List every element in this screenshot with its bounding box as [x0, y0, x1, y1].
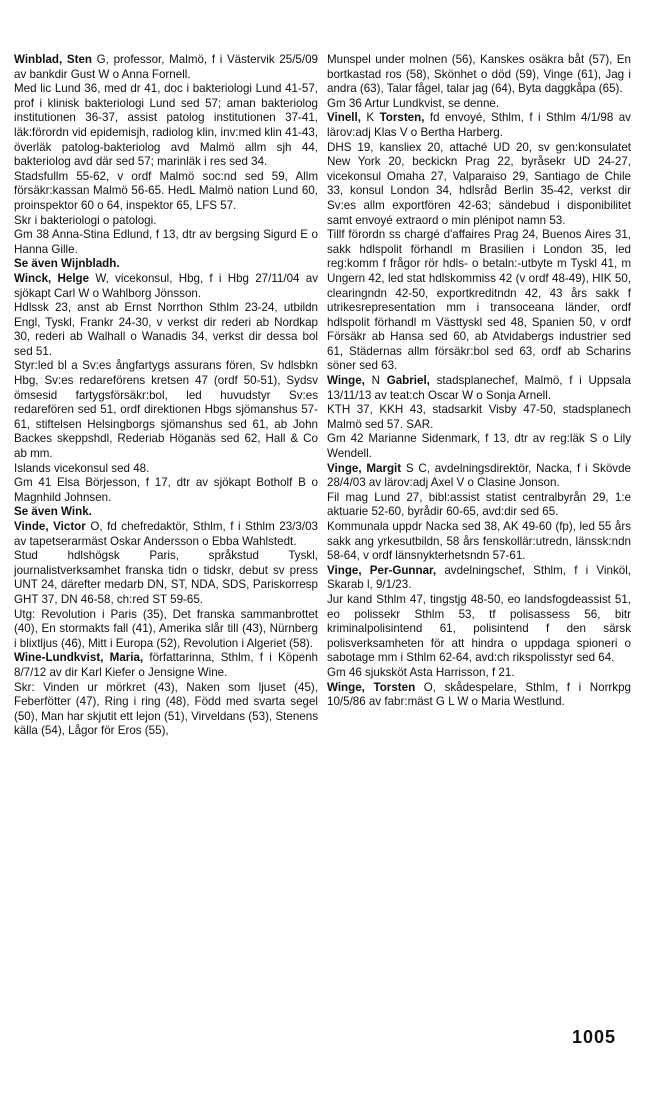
see-also-reference	[14, 505, 318, 520]
entry-paragraph: Styr:led bl a Sv:es ångfartygs assurans fören, Sv hdlsbkn Hbg, Sv:es redareförens kretsen 47 (ordf 50-51), Sydsv ömsesid fartygsförsäkr:bol, led huvudstyr Sv:es redarefören sed 51, ordf direktionen Hbgs sjömanshus 57-61, stiftelsen Helsingborgs sjömanshus sed 61, ab John Backes skeppshdl, Rederiab Höganäs sed 62, Hall & Co ab mm.	[14, 359, 318, 461]
entry-given-name: Gabriel,	[386, 374, 430, 388]
entry-prefix: K	[366, 111, 380, 125]
entry-winge-torsten	[327, 681, 631, 710]
entry-paragraph: Gm 38 Anna-Stina Edlund, f 13, dtr av bergsing Sigurd E o Hanna Gille.	[14, 228, 318, 256]
entry-heading-details: O, fd chefredaktör, Sthlm, f i Sthlm 23/3/03 av tapetserarmäst Oskar Andersson o Ebba Wahlstedt.	[14, 520, 318, 548]
entry-surname: Winblad,	[14, 53, 63, 66]
entry-given-name: Maria,	[109, 651, 144, 665]
entry-heading	[14, 53, 318, 82]
entry-see-also-wijnbladh	[14, 257, 318, 272]
entry-wine-lundkvist	[14, 651, 318, 739]
entry-paragraph: Stud hdlshögsk Paris, språkstud Tyskl, journalistverksamhet franska tidn o tidskr, debut sv press UNT 24, därefter medarb DN, ST, NDA, SDS, Pariskorresp GHT 37, DN 46-58, ch:red ST 59-65.	[14, 549, 318, 606]
entry-heading-details: W, vicekonsul, Hbg, f i Hbg 27/11/04 av sjökapt Carl W o Wahlborg Jönsson.	[14, 271, 318, 300]
entry-heading	[327, 374, 631, 403]
entry-heading-details: avdelningschef, Sthlm, f i Vinköl, Skarab l, 9/1/23.	[327, 563, 631, 592]
entry-paragraph: Med lic Lund 36, med dr 41, doc i bakteriologi Lund 41-57, prof i klinisk bakteriologi Lund sed 57; aman bakteriolog institutionen 36-37, assist patolog institutionen 37-41, läk:förordn vid epidemisjh, radiolog klin, inv:med klin 41-43, överläk patolog-bakteriolog avd Malmö allm sjh 44, bakteriolog avd där sed 57; marinläk i res sed 34.	[14, 82, 318, 169]
entry-surname: Vinde,	[14, 520, 49, 533]
entry-heading-details: författarinna, Sthlm, f i Köpenh 8/7/12 av dir Karl Kiefer o Jensigne Wine.	[14, 651, 318, 679]
entry-heading	[327, 462, 631, 491]
entry-continuation	[327, 53, 631, 111]
entry-given-name: Torsten	[373, 680, 416, 694]
entry-surname: Wine-Lundkvist,	[14, 651, 104, 665]
entry-paragraph: Utg: Revolution i Paris (35), Det franska sammanbrottet (40), En stormakts fall (41), Amerika slår till (43), Nürnberg i blixtljus (46), Mitt i Europa (52), Revolution i Algeriet (58).	[14, 607, 318, 650]
entry-vinde	[14, 520, 318, 651]
entry-paragraph: Tillf förordn ss chargé d'affaires Prag 24, Buenos Aires 31, sakk hdlspolit förhandl m Brasilien i London 35, led reg:komm f frågor rör hdls- o betaln:-utbyte m Tyskl 41, m Ungern 42, led stat hdlskommiss 42 (v ordf 48-49), HIK 50, clearingndn 42-50, exportkreditndn 42, 43 års sakk f utrikesrepresentation mm i transoceana länder, ordf hdlspolit förhandl m Västtyskl sed 48, Spanien 50, v ordf Försäkr ab Hansa sed 60, ab Atvidabergs industrier sed 61, Städernas allm försäkr:bol sed 63, ordf ab Scharins söner sed 63.	[327, 228, 631, 373]
entry-surname: Vinge,	[327, 461, 362, 475]
entry-paragraph: Skr: Vinden ur mörkret (43), Naken som ljuset (45), Feberfötter (47), Ring i ring (48), Född med svarta segel (50), Man har skjutit ett lejon (51), Virveldans (53), Stenens källa (54), Lågor för Eros (55),	[14, 680, 318, 738]
entry-heading-details: G, professor, Malmö, f i Västervik 25/5/09 av bankdir Gust W o Anna Fornell.	[14, 53, 318, 81]
entry-paragraph: Stadsfullm 55-62, v ordf Malmö soc:nd sed 59, Allm försäkr:kassan Malmö 56-65. HedL Malmö nation Lund 60, proinspektor 60 o 64, inspektor 65, LFS 57.	[14, 169, 318, 212]
entry-surname: Vinell,	[327, 111, 361, 125]
entry-paragraph: KTH 37, KKH 43, stadsarkit Visby 47-50, stadsplanech Malmö sed 57. SAR.	[327, 403, 631, 431]
entry-vinge-margit	[327, 462, 631, 564]
entry-surname: Winge,	[327, 374, 365, 388]
left-column	[14, 53, 318, 739]
entry-heading-details: O, skådespelare, Sthlm, f i Norrkpg 10/5/86 av fabr:mäst G L W o Maria Westlund.	[327, 680, 631, 709]
entry-surname: Winck,	[14, 271, 52, 285]
entry-paragraph: Hdlssk 23, anst ab Ernst Norrthon Sthlm 23-24, utbildn Engl, Tyskl, Frankr 24-30, v verkst dir rederi ab Nordkap 30, rederi ab Walhall o Wanadis 34, verkst dir dessa bol sed 51.	[14, 301, 318, 358]
entry-paragraph: Gm 41 Elsa Börjesson, f 17, dtr av sjökapt Botholf B o Magnhild Johnsen.	[14, 476, 318, 504]
right-column	[327, 53, 631, 710]
entry-winge-gabriel	[327, 374, 631, 462]
entry-paragraph: Gm 46 sjuksköt Asta Harrisson, f 21.	[327, 665, 515, 679]
entry-heading-details: S C, avdelningsdirektör, Nacka, f i Skövde 28/4/03 av lärov:adj Axel V o Clasine Jonson.	[327, 461, 631, 490]
entry-paragraph: Gm 36 Artur Lundkvist, se denne.	[327, 96, 500, 110]
entry-paragraph: Fil mag Lund 27, bibl:assist statist centralbyrån 29, 1:e aktuarie 52-60, byrådir 60-65, avd:dir sed 65.	[327, 490, 631, 519]
entry-heading	[327, 681, 631, 710]
entry-paragraph: Munspel under molnen (56), Kanskes osäkra båt (57), En bortkastad ros (58), Skönhet o död (59), Vinge (61), Jag i andra (63), Talar fågel, talar jag (64), Byta daggkåpa (65).	[327, 53, 631, 96]
entry-paragraph: Gm 42 Marianne Sidenmark, f 13, dtr av reg:läk S o Lily Wendell.	[327, 432, 631, 461]
entry-heading	[14, 272, 318, 301]
entry-surname: Winge,	[327, 680, 365, 694]
entry-heading	[327, 564, 631, 593]
entry-given-name: Torsten,	[379, 111, 425, 125]
entry-heading	[14, 520, 318, 549]
entry-given-name: Victor	[53, 520, 86, 533]
entry-winblad	[14, 53, 318, 257]
entry-given-name: Helge	[57, 271, 90, 285]
entry-winck	[14, 272, 318, 506]
entry-prefix: N	[371, 374, 387, 388]
entry-vinell	[327, 111, 631, 374]
entry-vinge-per-gunnar	[327, 564, 631, 681]
entry-heading-details: fd envoyé, Sthlm, f i Sthlm 4/1/98 av lärov:adj Klas V o Bertha Harberg.	[327, 111, 631, 139]
entry-given-name: Margit	[366, 461, 402, 475]
see-also-reference	[14, 257, 318, 272]
see-also-text: Se även Wink.	[14, 505, 92, 519]
entry-surname: Vinge, Per-Gunnar,	[327, 563, 437, 577]
entry-paragraph: Islands vicekonsul sed 48.	[14, 461, 150, 475]
entry-heading	[14, 651, 318, 680]
entry-paragraph: Skr i bakteriologi o patologi.	[14, 213, 157, 227]
entry-given-name: Sten	[66, 53, 92, 66]
entry-paragraph: DHS 19, kansliex 20, attaché UD 20, sv gen:konsulatet New York 20, beckickn Prag 22, byråsekr UD 24-27, vicekonsul Omaha 27, Valparaiso 29, Santiago de Chile 33, konsul London 34, hdlsråd Berlin 35-42, verkst dir Sv:es allm exportfören 42-63; sändebud i disponibilitet samt envoyé extraord o min plénipot namn 53.	[327, 140, 631, 227]
entry-paragraph: Jur kand Sthlm 47, tingstjg 48-50, eo landsfogdeassist 51, eo polissekr Sthlm 53, tf polisassess 56, bitr kriminalpolisintend 61, polisintend f den särsk polisverksamheten för att hindra o uppdaga spioneri o sabotage mm i Sthlm 62-64, avd:ch rikspolisstyr sed 64.	[327, 592, 631, 665]
entry-paragraph: Kommunala uppdr Nacka sed 38, AK 49-60 (fp), led 55 års sakk ang yrkesutbildn, 58 års fenskollär:utredn, länssk:ndn 58-64, v ordf länsnykterhetsndn 57-61.	[327, 520, 631, 563]
page-number: 1005	[572, 1027, 617, 1047]
entry-see-also-wink	[14, 505, 318, 520]
entry-heading	[327, 111, 631, 140]
entry-heading-details: stadsplanechef, Malmö, f i Uppsala 13/11/13 av teat:ch Oscar W o Sonja Arnell.	[327, 374, 631, 402]
see-also-text: Se även Wijnbladh.	[14, 257, 120, 271]
